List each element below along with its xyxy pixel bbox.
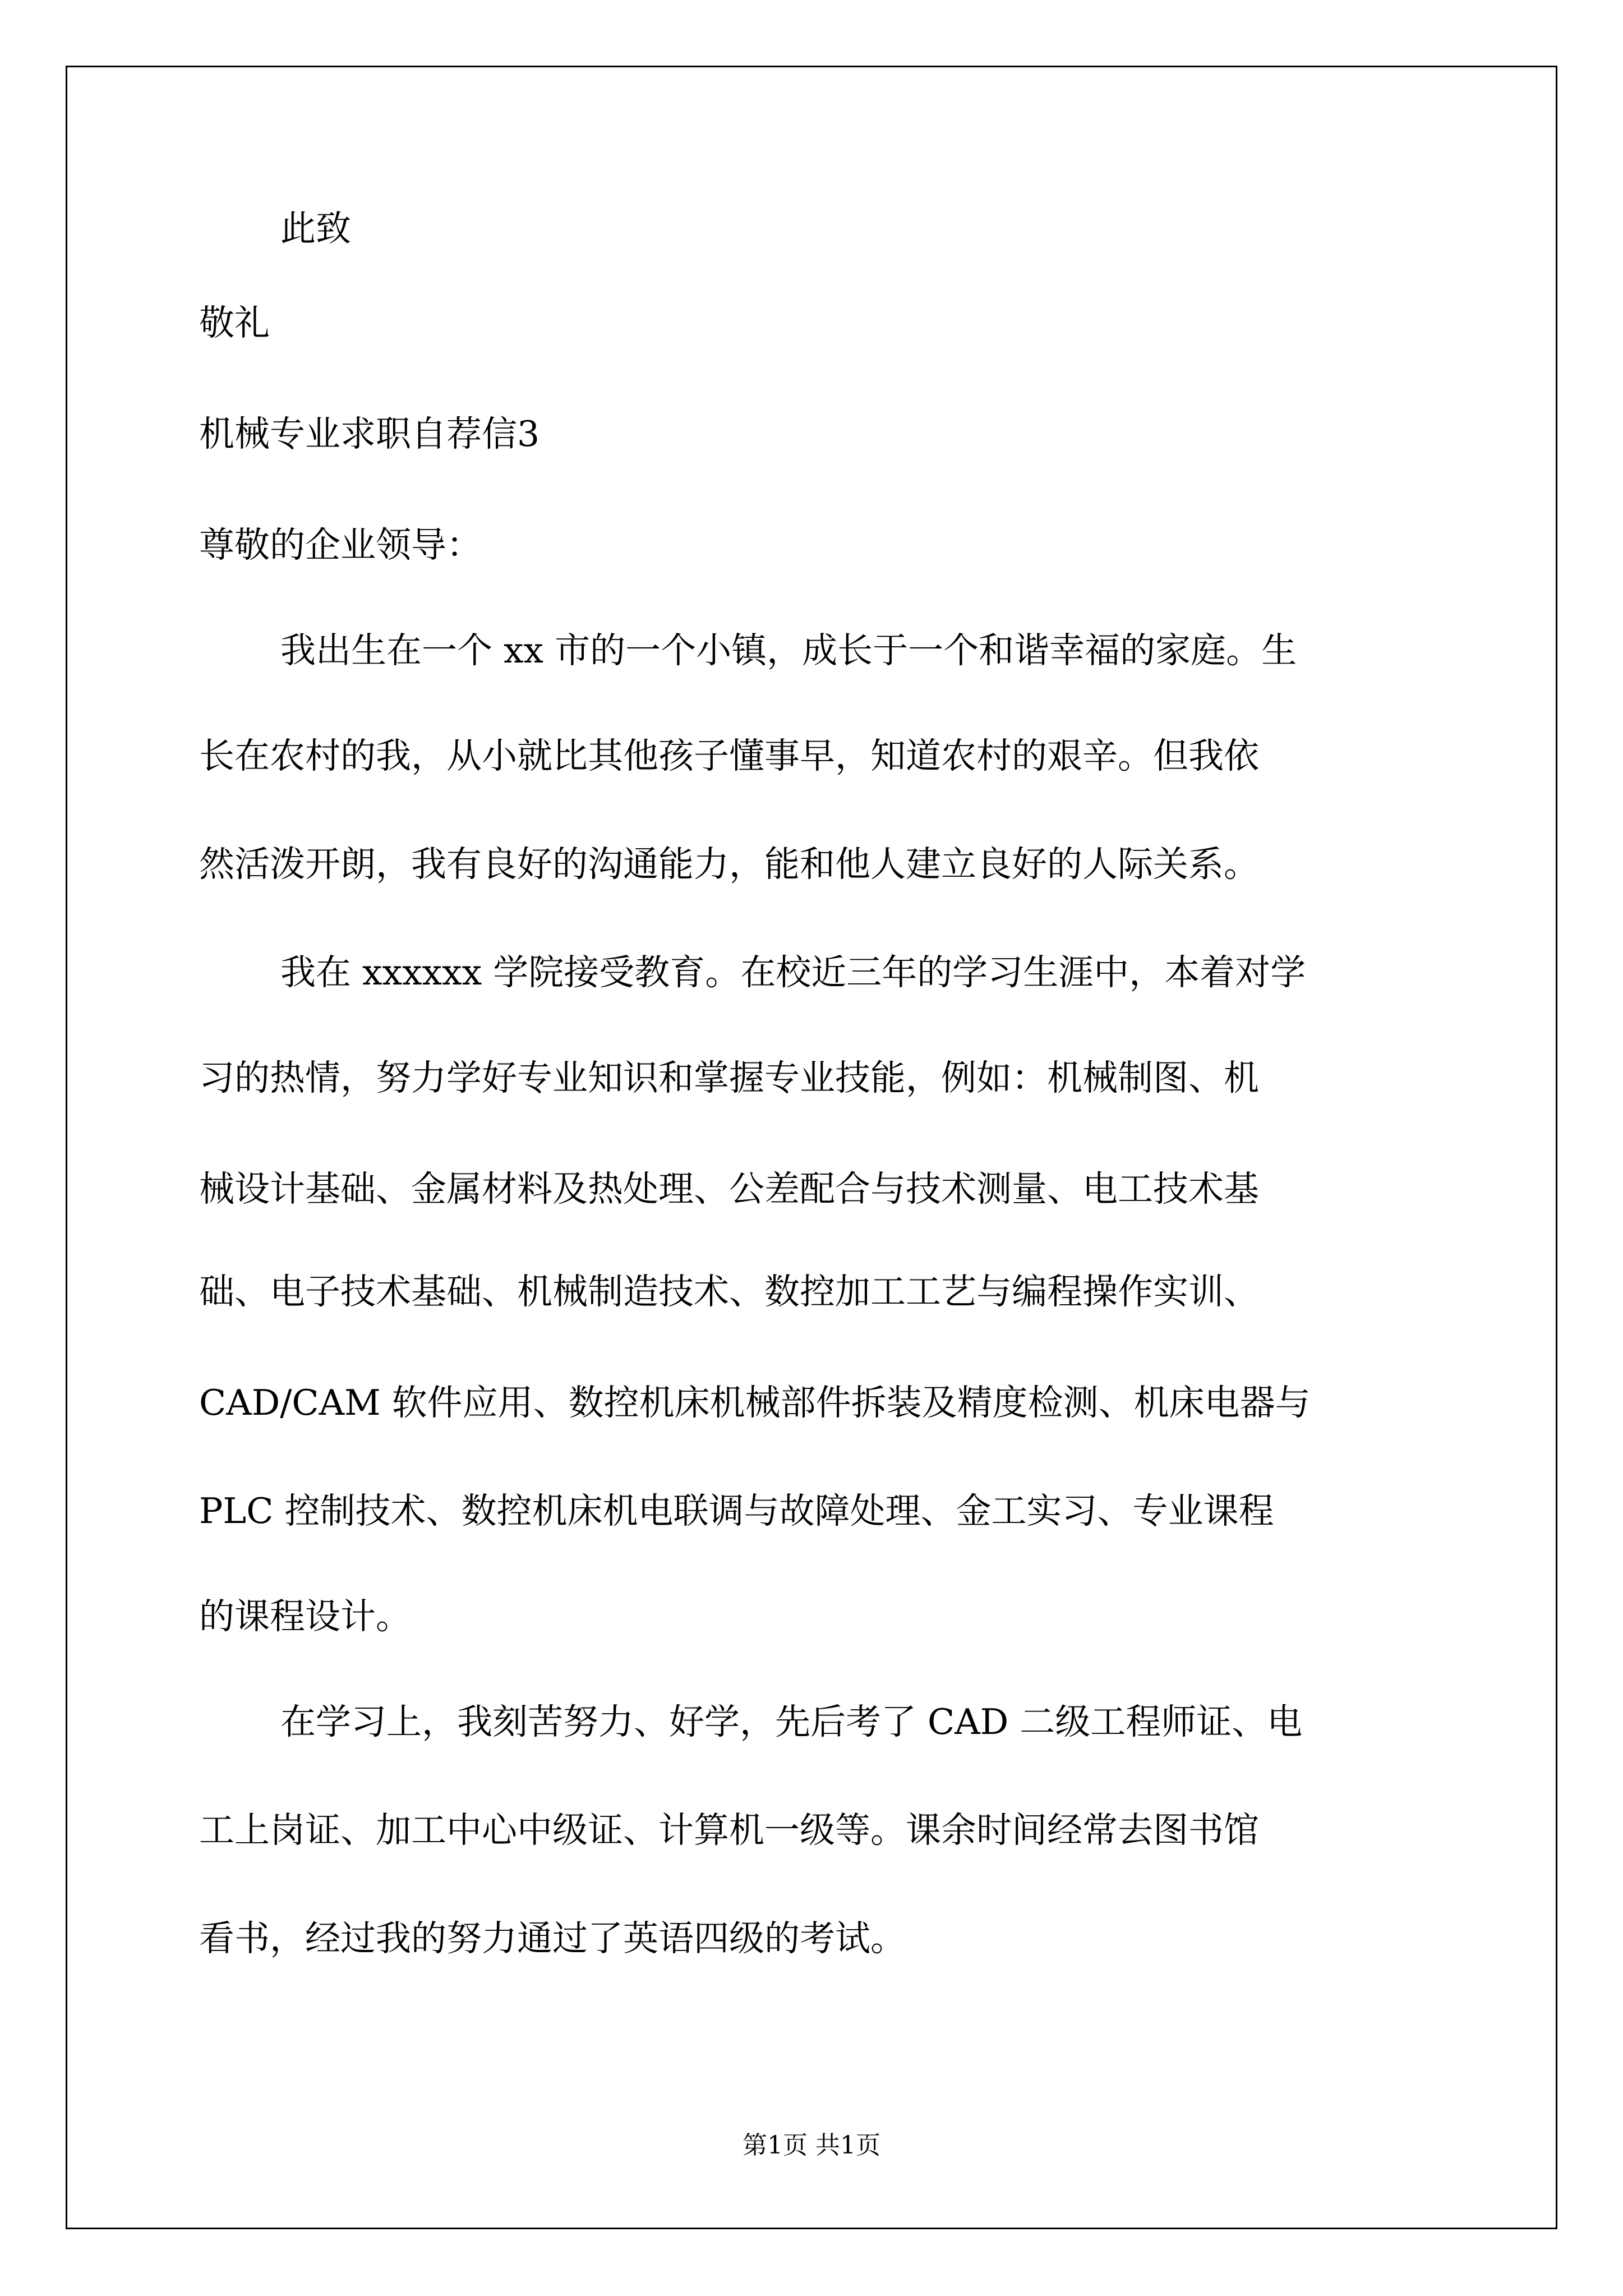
paragraph-2-line-3: 械设计基础、金属材料及热处理、公差配合与技术测量、电工技术基 (199, 1168, 1259, 1209)
paragraph-3-line-1: 在学习上，我刻苦努力、好学，先后考了 CAD 二级工程师证、电 (280, 1701, 1303, 1742)
letter-body (199, 208, 1433, 1959)
paragraph-2-line-6: PLC 控制技术、数控机床机电联调与故障处理、金工实习、专业课程 (199, 1490, 1274, 1531)
paragraph-3-line-2: 工上岗证、加工中心中级证、计算机一级等。课余时间经常去图书馆 (199, 1810, 1259, 1851)
paragraph-2-line-2: 习的热情，努力学好专业知识和掌握专业技能，例如：机械制图、机 (199, 1057, 1259, 1098)
salutation-line: 敬礼 (199, 302, 270, 343)
paragraph-1-line-1: 我出生在一个 xx 市的一个小镇，成长于一个和谐幸福的家庭。生 (280, 630, 1297, 671)
paragraph-3-line-3: 看书，经过我的努力通过了英语四级的考试。 (199, 1918, 906, 1959)
greeting-line: 尊敬的企业领导： (199, 524, 482, 565)
letter-title: 机械专业求职自荐信3 (199, 413, 540, 454)
paragraph-2-line-1: 我在 xxxxxx 学院接受教育。在校近三年的学习生涯中，本着对学 (280, 952, 1306, 993)
paragraph-2-line-4: 础、电子技术基础、机械制造技术、数控加工工艺与编程操作实训、 (199, 1271, 1259, 1312)
closing-line: 此致 (280, 208, 351, 249)
paragraph-2-line-5: CAD/CAM 软件应用、数控机床机械部件拆装及精度检测、机床电器与 (199, 1382, 1311, 1423)
paragraph-1-line-3: 然活泼开朗，我有良好的沟通能力，能和他人建立良好的人际关系。 (199, 844, 1259, 885)
page-footer: 第1页 共1页 (743, 2131, 880, 2160)
paragraph-2-line-7: 的课程设计。 (199, 1596, 411, 1637)
paragraph-1-line-2: 长在农村的我，从小就比其他孩子懂事早，知道农村的艰辛。但我依 (199, 735, 1259, 776)
